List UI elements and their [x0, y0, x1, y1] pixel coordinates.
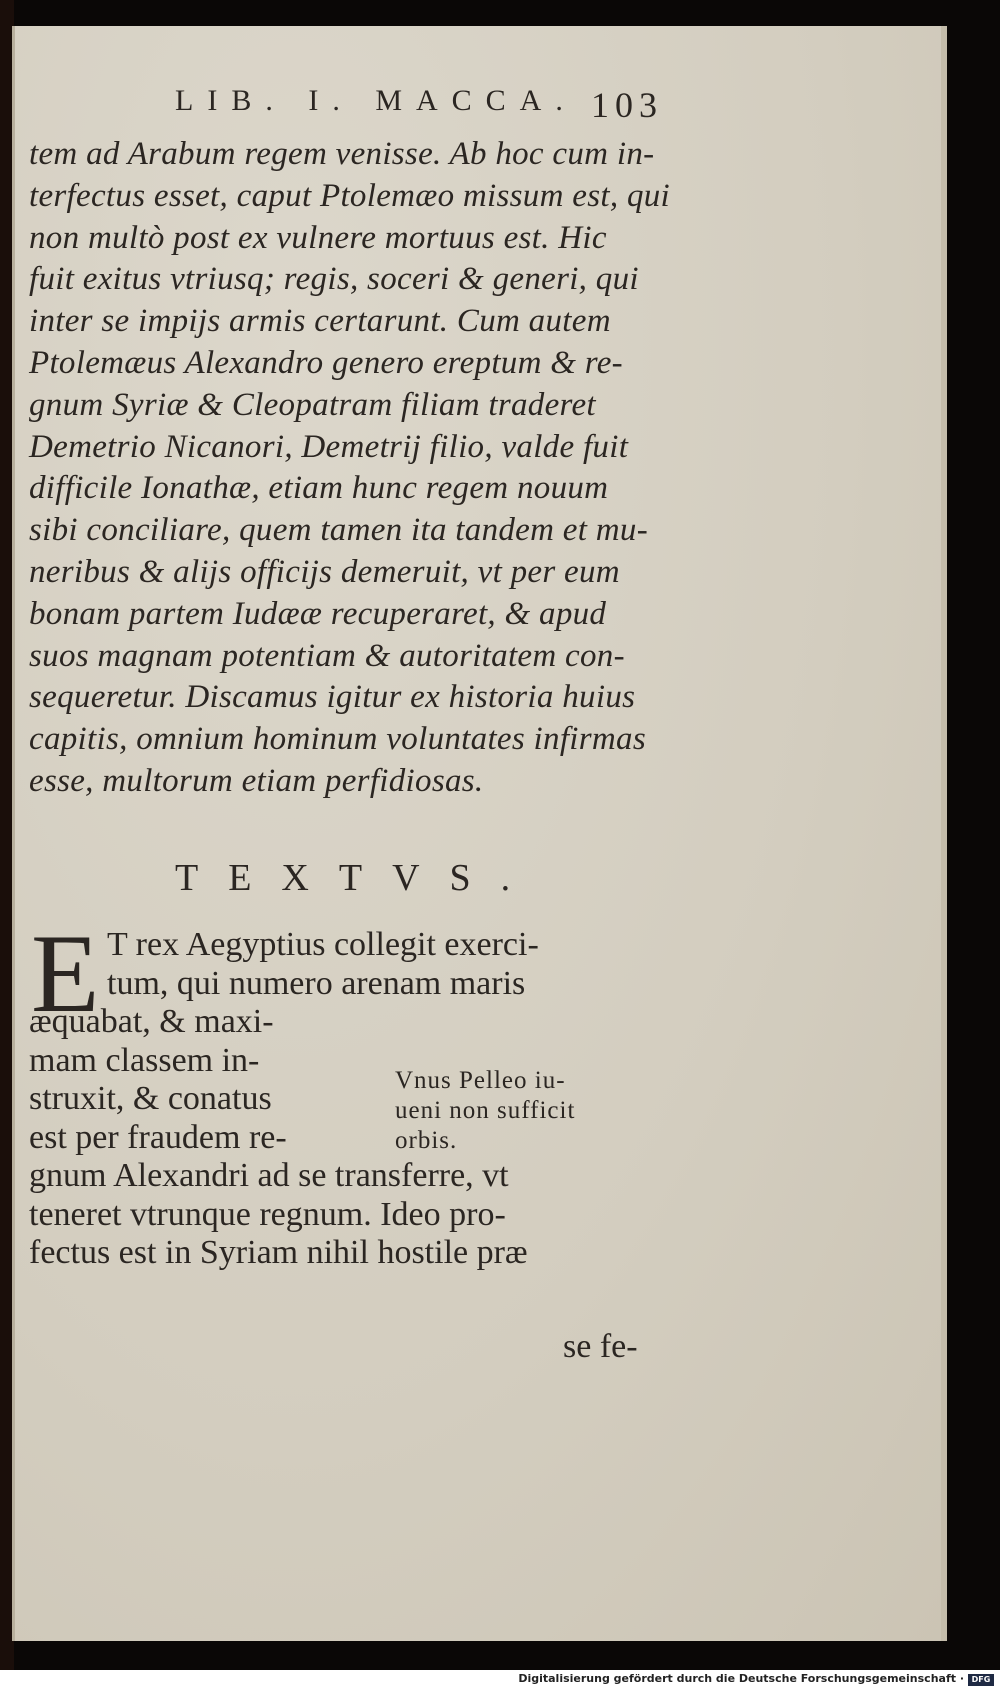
text-line: struxit, & conatus: [29, 1080, 272, 1117]
commentary-line: non multò post ex vulnere mortuus est. Hic: [29, 219, 607, 256]
marginal-note: [395, 1066, 655, 1156]
catchword: se fe-: [563, 1328, 638, 1365]
text-line: tum, qui numero arenam maris: [107, 964, 526, 1002]
text-line: est per fraudem re-: [29, 1118, 287, 1156]
text-block-bottom: [29, 1157, 669, 1273]
commentary-line: gnum Syriæ & Cleopatram filiam traderet: [29, 386, 596, 423]
commentary-line: esse, multorum etiam perfidiosas.: [29, 762, 484, 799]
digitization-footer: [0, 1670, 1000, 1692]
commentary-line: neribus & alijs officijs demeruit, vt per eum: [29, 553, 620, 590]
commentary-line: fuit exitus vtriusq; regis, soceri & generi, qui: [29, 261, 639, 298]
commentary-line: bonam partem Iudææ recuperaret, & apud: [29, 595, 607, 632]
drop-cap: E: [31, 912, 100, 1036]
commentary-line: terfectus esset, caput Ptolemæo missum est, qui: [29, 177, 671, 214]
text-line: gnum Alexandri ad se transferre, vt: [29, 1157, 509, 1194]
text-line: fectus est in Syriam nihil hostile præ: [29, 1234, 528, 1271]
text-line: æquabat, & maxi-: [29, 1003, 274, 1040]
section-heading: TEXTVS.: [175, 857, 541, 899]
commentary-line: capitis, omnium hominum voluntates infirmas: [29, 721, 646, 758]
text-block-top: [107, 926, 677, 1003]
running-head: LIB. I. MACCA.: [175, 84, 577, 117]
marginal-line: ueni non sufficit: [395, 1097, 576, 1124]
commentary-line: sibi conciliare, quem tamen ita tandem et mu-: [29, 512, 648, 549]
commentary-line: tem ad Arabum regem venisse. Ab hoc cum in-: [29, 136, 655, 172]
text-block-left: [29, 1003, 379, 1157]
marginal-line: Vnus Pelleo iu-: [395, 1067, 566, 1094]
commentary-paragraph: [29, 134, 669, 803]
dfg-logo-icon: DFG: [968, 1674, 994, 1686]
page-number: 103: [591, 85, 663, 125]
commentary-line: inter se impijs armis certarunt. Cum autem: [29, 303, 611, 340]
commentary-line: suos magnam potentiam & autoritatem con-: [29, 637, 625, 674]
book-page: [12, 26, 947, 1641]
commentary-line: Demetrio Nicanori, Demetrij filio, valde fuit: [29, 428, 629, 465]
commentary-line: sequeretur. Discamus igitur ex historia huius: [29, 679, 636, 716]
marginal-line: orbis.: [395, 1127, 458, 1154]
text-line: T rex Aegyptius collegit exerci-: [107, 926, 539, 963]
commentary-line: Ptolemæus Alexandro genero ereptum & re-: [29, 344, 623, 381]
text-line: teneret vtrunque regnum. Ideo pro-: [29, 1195, 506, 1233]
funding-credit: Digitalisierung gefördert durch die Deutsche Forschungsgemeinschaft ·: [518, 1672, 964, 1685]
text-line: mam classem in-: [29, 1041, 260, 1079]
page-edge: [941, 26, 947, 1641]
commentary-line: difficile Ionathæ, etiam hunc regem nouum: [29, 470, 609, 507]
